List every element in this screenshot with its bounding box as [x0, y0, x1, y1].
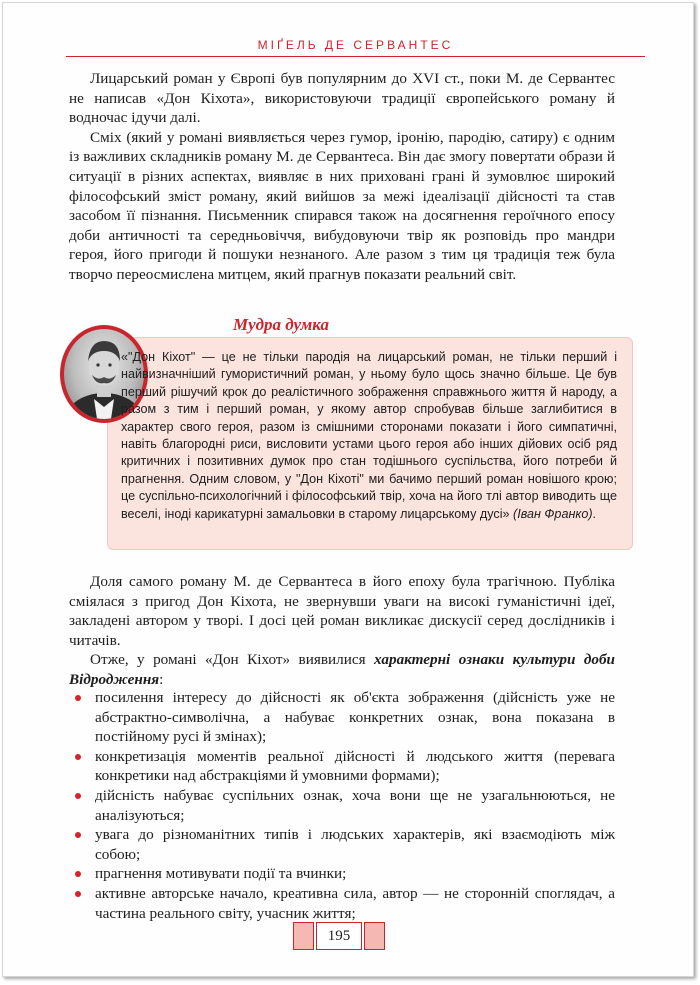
quote-text: [121, 349, 617, 523]
page-number-left-block: [293, 922, 314, 950]
list-item-text: дійсність набуває суспільних ознак, хоча вони ще не узагальнюються, не аналізуються;: [95, 786, 615, 824]
running-header: МІҐЕЛЬ ДЕ СЕРВАНТЕС: [257, 38, 454, 52]
bullet-icon: [75, 891, 81, 897]
features-intro: [69, 650, 615, 689]
page-number: 195: [316, 922, 362, 950]
list-item-text: прагнення мотивувати події та вчинки;: [95, 865, 347, 883]
paragraph: Лицарський роман у Європі був популярним до XVI ст., поки М. де Сервантес не написав «Дон Кіхота», використовуючи традиції європейського роману й водночас ідучи далі.: [69, 70, 615, 127]
features-emphasis: характерні ознаки культури доби Відродження: [69, 651, 615, 688]
intro-text: [69, 69, 615, 285]
quote-body: «"Дон Кіхот" — це не тільки пародія на лицарський роман, не тільки перший і найвизначніший гумористичний роман, у ньому було щось значно більше. Це був перший рішучий крок до реалістичного зображення справжнього життя й народу, а разом з тим і перший роман, у якому автор спробував більше заглибитися в характер свого героя, разом із смішними сторонами показати і його симпатичні, навіть благородні риси, висловити устами цього героя або інших дійових осіб ряд критичних і позитивних думок про стан тодішнього суспільства, його потреби й прагнення. Одним словом, у "Дон Кіхоті" ми бачимо перший роман новішого крою; це суспільно-психологічний і філософський твір, хоча на його тлі автор виводить ще веселі, іноді карикатурні замальовки в старому лицарському дусі»: [121, 350, 617, 521]
quote-title: Мудра думка: [233, 315, 329, 334]
features-intro-text: Отже, у романі «Дон Кіхот» виявилися: [90, 651, 374, 669]
list-item: [69, 747, 615, 786]
features-intro-colon: :: [159, 670, 164, 688]
list-item: [69, 786, 615, 825]
list-item-text: активне авторське начало, креативна сила, автор — не сторонній споглядач, а частина реального світу, учасник життя;: [95, 884, 615, 922]
paragraph: Доля самого роману М. де Сервантеса в його епоху була трагічною. Публіка сміялася з пригод Дон Кіхота, не звернувши уваги на високі гуманістичні ідеї, закладені автором у творі. І досі цей роман викликає дискусії серед дослідників і читачів.: [69, 573, 615, 649]
paragraph: Сміх (який у романі виявляється через гумор, іронію, пародію, сатиру) є одним із важливих складників роману М. де Сервантеса. Він дає змогу повертати образи й ситуації в різних аспектах, виявляє в них приховані грані й зумовлює широкий філософський зміст роману, який вийшов за межі ідеалізації дійсності та став засобом її пізнання. Письменник спирався також на досягнення героїчного епосу доби античності та середньовіччя, вибудовуючи твір як розповідь про мандри героя, його пригоди й пошуки незнаного. Але разом з тим ця традиція теж була творчо переосмислена митцем, який прагнув показати реальний світ.: [69, 128, 615, 283]
bullet-icon: [75, 695, 81, 701]
list-item: [69, 688, 615, 747]
list-item: [69, 864, 615, 884]
quote-author: (Іван Франко): [513, 506, 593, 521]
page-number-box: [293, 922, 385, 950]
quote-end: .: [592, 506, 597, 521]
bullet-icon: [75, 832, 81, 838]
list-item: [69, 825, 615, 864]
bullet-icon: [75, 871, 81, 877]
features-list: [69, 688, 615, 923]
bullet-icon: [75, 754, 81, 760]
list-item-text: конкретизація моментів реальної дійсності й людського життя (перевага конкретики над абстракціями й умовними формами);: [95, 747, 615, 785]
textbook-page: [2, 2, 694, 977]
page-number-right-block: [364, 922, 385, 950]
list-item-text: посилення інтересу до дійсності як об'єкта зображення (дійсність уже не абстрактно-символічна, а набуває конкретних ознак, вона показана в постійному русі й змінах);: [95, 689, 615, 746]
bullet-icon: [75, 793, 81, 799]
list-item: [69, 884, 615, 923]
after-text: [69, 572, 615, 690]
list-item-text: увага до різноманітних типів і людських характерів, які взаємодіють між собою;: [95, 826, 615, 863]
header-rule: [66, 56, 645, 57]
